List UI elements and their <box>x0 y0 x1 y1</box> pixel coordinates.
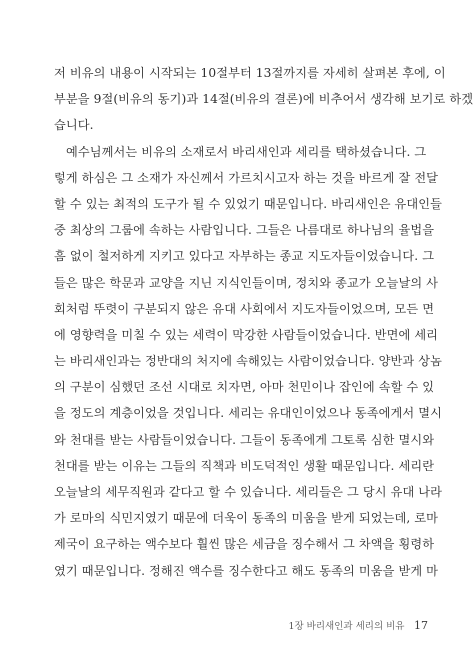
text-line: 는 바리새인과는 정반대의 처지에 속해있는 사람이었습니다. 양반과 상놈 <box>54 354 442 369</box>
text-line: 중 최상의 그룹에 속하는 사람입니다. 그들은 나름대로 하나님의 율법을 <box>54 223 435 238</box>
text-line: 가 로마의 식민지였기 때문에 더욱이 동족의 미움을 받게 되었는데, 로마 <box>54 511 439 526</box>
page-footer <box>288 618 428 632</box>
text-line: 와 천대를 받는 사람들이었습니다. 그들이 동족에게 그토록 심한 멸시와 <box>54 432 435 447</box>
text-line: 회처럼 뚜렷이 구분되지 않은 유대 사회에서 지도자들이었으며, 모든 면 <box>54 301 435 316</box>
text-line: 할 수 있는 최적의 도구가 될 수 있었기 때문입니다. 바리새인은 유대인들 <box>54 196 443 211</box>
paragraph-first-line: 예수님께서는 비유의 소재로서 바리새인과 세리를 택하셨습니다. 그 <box>66 144 427 159</box>
text-line: 습니다. <box>54 118 94 133</box>
running-footer-chapter: 1장 바리새인과 세리의 비유 <box>288 621 405 632</box>
text-line: 의 구분이 심했던 조선 시대로 치자면, 아마 천민이나 잡인에 속할 수 있 <box>54 380 435 395</box>
text-line: 흠 없이 철저하게 지키고 있다고 자부하는 종교 지도자들이었습니다. 그 <box>54 249 435 264</box>
text-line: 오늘날의 세무직원과 같다고 할 수 있습니다. 세리들은 그 당시 유대 나라 <box>54 485 443 499</box>
text-line: 에 영향력을 미칠 수 있는 세력이 막강한 사람들이었습니다. 반면에 세리 <box>54 327 439 342</box>
text-line: 들은 많은 학문과 교양을 지닌 지식인들이며, 정치와 종교가 오늘날의 사 <box>54 275 439 290</box>
text-line: 을 정도의 계층이었을 것입니다. 세리는 유대인이었으나 동족에게서 멸시 <box>54 406 442 421</box>
text-line: 부분을 9절(비유의 동기)과 14절(비유의 결론)에 비추어서 생각해 보기로 하겠 <box>54 92 473 107</box>
text-line: 렇게 하심은 그 소재가 자신께서 가르치시고자 하는 것을 바르게 잘 전달 <box>54 170 439 185</box>
text-line: 천대를 받는 이유는 그들의 직책과 비도덕적인 생활 때문입니다. 세리란 <box>54 458 435 473</box>
text-line: 저 비유의 내용이 시작되는 10절부터 13절까지를 자세히 살펴본 후에, 이 <box>54 66 446 80</box>
text-line: 였기 때문입니다. 정해진 액수를 징수한다고 해도 동족의 미움을 받게 마 <box>54 563 439 578</box>
text-line: 제국이 요구하는 액수보다 훨씬 많은 세금을 징수해서 그 차액을 횡령하 <box>54 537 435 552</box>
body-text <box>54 60 473 584</box>
page-number: 17 <box>414 619 428 632</box>
